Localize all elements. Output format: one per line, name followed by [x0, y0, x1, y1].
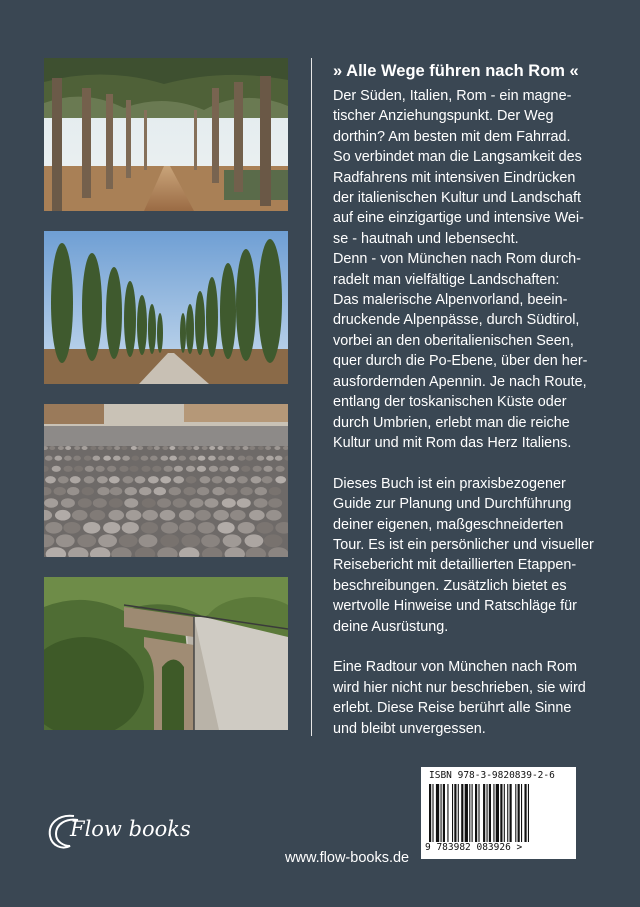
blurb-line: Dieses Buch ist ein praxisbezogener — [333, 475, 566, 492]
blurb-line: Eine Radtour von München nach Rom — [333, 659, 577, 676]
blurb-line: deiner eigenen, maßgeschneiderten — [333, 516, 564, 533]
blurb-line: radelt man vielfältige Landschaften: — [333, 271, 560, 288]
isbn-text: ISBN 978-3-9820839-2-6 — [429, 770, 555, 781]
website-link[interactable]: www.flow-books.de — [285, 850, 410, 866]
blurb-line: erlebt. Diese Reise berührt alle Sinne — [333, 700, 572, 717]
blurb-line: wertvolle Hinweise und Ratschläge für — [333, 598, 577, 615]
blurb-line: entlang der toskanischen Küste oder — [333, 394, 567, 411]
blurb-line: Radfahrens mit intensiven Eindrücken — [333, 169, 576, 186]
blurb-line: dorthin? Am besten mit dem Fahrrad. — [333, 128, 571, 145]
blurb-line: ausfordernden Apennin. Je nach Route, — [333, 373, 587, 390]
blurb-line: und bleibt unvergessen. — [333, 720, 486, 737]
blurb-paragraph-1 — [333, 86, 623, 453]
blurb-line: der italienischen Kultur und Landschaft — [333, 190, 581, 207]
photo-cypress-avenue — [44, 231, 288, 384]
photo-cobblestones — [44, 404, 288, 557]
blurb-line: beschreibungen. Zusätzlich bietet es — [333, 577, 567, 594]
blurb-line: tischer Anziehungspunkt. Der Weg — [333, 108, 554, 125]
blurb-line: durch Umbrien, erlebt man die reiche — [333, 414, 570, 431]
blurb-paragraph-2 — [333, 474, 623, 637]
blurb-line: Denn - von München nach Rom durch- — [333, 251, 581, 268]
photo-viaduct — [44, 577, 288, 730]
blurb-paragraph-3 — [333, 657, 623, 739]
isbn-barcode — [421, 767, 576, 859]
photo-pine-avenue — [44, 58, 288, 211]
blurb-line: Kultur und mit Rom das Herz Italiens. — [333, 434, 572, 451]
blurb-line: wird hier nicht nur beschrieben, sie wird — [333, 679, 586, 696]
blurb-text — [333, 86, 623, 759]
blurb-line: deine Ausrüstung. — [333, 618, 449, 635]
blurb-line: vorbei an den oberitalienischen Seen, — [333, 332, 574, 349]
blurb-line: druckende Alpenpässe, durch Südtirol, — [333, 312, 580, 329]
blurb-line: Der Süden, Italien, Rom - ein magne- — [333, 88, 572, 104]
blurb-line: quer durch die Po-Ebene, über den her- — [333, 353, 588, 370]
blurb-line: se - hautnah und lebensecht. — [333, 230, 519, 247]
blurb-line: Tour. Es ist ein persönlicher und visueller — [333, 536, 594, 553]
publisher-logo — [44, 810, 191, 854]
barcode-bars — [427, 784, 567, 842]
blurb-heading: » Alle Wege führen nach Rom « — [333, 62, 579, 80]
blurb-line: auf eine einzigartige und intensive Wei- — [333, 210, 584, 227]
logo-text: Flow books — [70, 817, 191, 841]
blurb-line: Reisebericht mit detaillierten Etappen- — [333, 557, 577, 574]
blurb-line: So verbindet man die Langsamkeit des — [333, 149, 582, 166]
barcode-digits: 9 783982 083926 > — [425, 842, 523, 853]
blurb-line: Guide zur Planung und Durchführung — [333, 496, 572, 513]
divider-line — [311, 58, 312, 736]
blurb-line: Das malerische Alpenvorland, beein- — [333, 292, 568, 309]
